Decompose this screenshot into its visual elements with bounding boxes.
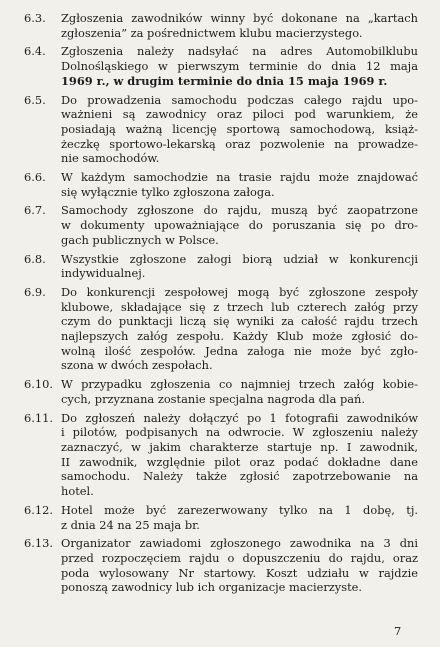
text-line: gach publicznych w Polsce. [61,232,219,247]
text-line: Zgłoszenia należy nadsyłać na adres Automobilklubu [61,44,418,59]
text-line: ponoszą zawodnicy lub ich organizacje macierzyste. [61,580,363,595]
item-number: 6.5. [24,92,46,107]
item-text [61,536,418,595]
regulation-item [24,93,418,167]
regulation-item [24,44,418,88]
item-text [61,203,418,247]
text-line: czym do punktacji liczą się wyniki za całość rajdu trzech [61,314,418,329]
text-line: Zgłoszenia zawodników winny być dokonane na „kartach [61,11,418,25]
text-line: z dnia 24 na 25 maja br. [61,517,200,532]
item-text [61,93,418,167]
item-number: 6.6. [24,170,46,185]
text-line: w dokumenty upoważniające do poruszania się po dro- [61,218,418,233]
text-line: zaznaczyć, w jakim charakterze startuje np. I zawodnik, [61,439,418,454]
regulation-item [24,377,418,406]
text-line: ważnieni są zawodnicy oraz piloci pod warunkiem, że [61,107,418,122]
item-number: 6.7. [24,203,46,218]
text-line: Dolnośląskiego w pierwszym terminie do dnia 12 maja [61,59,418,74]
item-number: 6.12. [24,502,53,517]
text-line: Do prowadzenia samochodu podczas całego rajdu upo- [61,92,418,107]
item-text [61,503,418,532]
text-line: cych, przyznana zostanie specjalna nagroda dla pań. [61,391,366,406]
regulation-item [24,536,418,595]
regulation-list [24,11,418,595]
item-text [61,170,418,199]
item-number: 6.4. [24,44,46,59]
text-line: szona w dwóch zespołach. [61,358,213,373]
item-text [61,377,418,406]
text-line: przed rozpoczęciem rajdu o dopuszczeniu do rajdu, oraz [61,550,418,565]
text-line: II zawodnik, względnie pilot oraz podać dokładne dane [61,454,418,469]
text-line: Samochody zgłoszone do rajdu, muszą być zaopatrzone [61,203,418,218]
item-number: 6.11. [24,410,53,425]
text-line: samochodu. Należy także zgłosić zapotrzebowanie na [61,469,418,484]
item-text [61,11,418,40]
text-line: Organizator zawiadomi zgłoszonego zawodnika na 3 dni [61,536,418,551]
text-line: Hotel może być zarezerwowany tylko na 1 dobę, tj. [61,502,418,517]
item-number: 6.3. [24,11,46,25]
item-text [61,285,418,373]
item-text [61,411,418,499]
text-line: Do zgłoszeń należy dołączyć po 1 fotografii zawodników [61,410,418,425]
text-line: i pilotów, podpisanych na odwrocie. W zgłoszeniu należy [61,425,418,440]
text-line: posiadają ważną licencję sportową samochodową, książ- [61,121,418,136]
text-line: poda wylosowany Nr startowy. Koszt udziału w rajdzie [61,565,418,580]
regulation-item [24,203,418,247]
text-line: najlepszych załóg zespołu. Każdy Klub może zgłosić do- [61,329,418,344]
text-line: klubowe, składające się z trzech lub czterech załóg przy [61,299,418,314]
text-line: Wszystkie zgłoszone załogi biorą udział w konkurencji [61,251,418,266]
regulation-item [24,11,418,40]
regulation-item [24,252,418,281]
regulation-item [24,503,418,532]
text-line: Do konkurencji zespołowej mogą być zgłoszone zespoły [61,284,418,299]
document-page [24,11,418,599]
text-line: indywidualnej. [61,266,146,281]
item-number: 6.10. [24,377,53,392]
regulation-item [24,411,418,499]
item-text [61,44,418,88]
item-number: 6.13. [24,536,53,551]
regulation-item [24,170,418,199]
page-number: 7 [394,624,402,638]
text-line: nie samochodów. [61,151,160,166]
text-line: W każdym samochodzie na trasie rajdu może znajdować [61,170,418,185]
item-number: 6.9. [24,284,46,299]
text-line: 1969 r., w drugim terminie do dnia 15 maja 1969 r. [61,73,388,88]
text-line: się wyłącznie tylko zgłoszona załoga. [61,184,275,199]
text-line: wolną ilość zespołów. Jedna załoga nie może być zgło- [61,343,418,358]
text-line: hotel. [61,484,94,499]
item-text [61,252,418,281]
item-number: 6.8. [24,251,46,266]
text-line: W przypadku zgłoszenia co najmniej trzech załóg kobie- [61,377,418,392]
regulation-item [24,285,418,373]
text-line: żeczkę sportowo-lekarską oraz pozwolenie na prowadze- [61,136,418,151]
text-line: zgłoszenia” za pośrednictwem klubu macierzystego. [61,25,363,40]
